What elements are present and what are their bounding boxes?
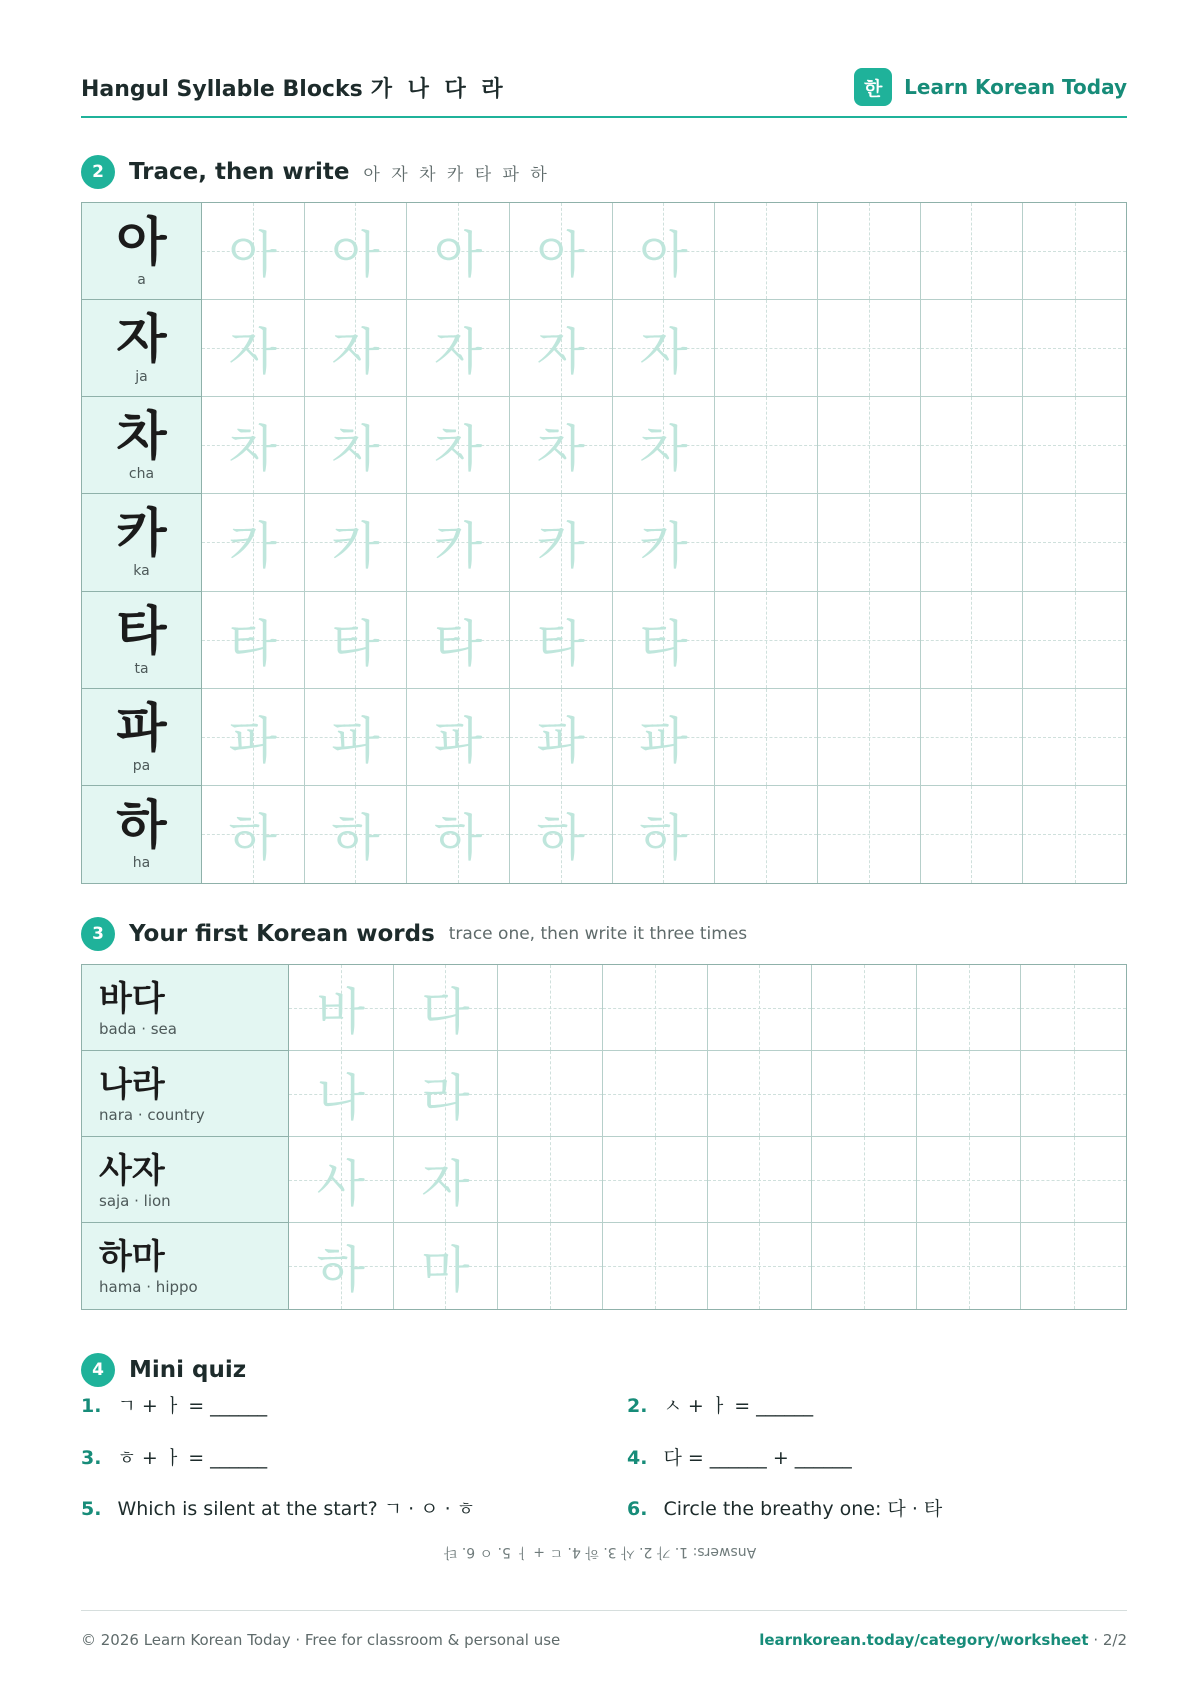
write-cell[interactable] — [715, 203, 818, 300]
trace-syllable: 카 — [434, 517, 483, 576]
section-3-heading — [81, 917, 747, 951]
page-header — [81, 64, 1127, 118]
write-cell[interactable] — [1021, 1137, 1126, 1223]
trace-cell — [305, 203, 408, 300]
trace-cell — [407, 300, 510, 397]
trace-syllable: 마 — [421, 1241, 470, 1299]
trace-cell — [613, 786, 716, 883]
trace-cell — [510, 203, 613, 300]
trace-cell — [202, 786, 305, 883]
write-cell[interactable] — [818, 300, 921, 397]
trace-syllable: 파 — [228, 711, 277, 770]
write-cell[interactable] — [1023, 689, 1126, 786]
section-number-badge: 2 — [81, 155, 115, 189]
trace-syllable: 하 — [316, 1241, 365, 1299]
model-syllable: 자 — [116, 310, 167, 371]
word-gloss: saja · lion — [99, 1191, 171, 1210]
quiz-item — [627, 1443, 852, 1470]
write-cell[interactable] — [1023, 397, 1126, 494]
answer-key-upside-down: Answers: 1. 가 2. 사 3. 하 4. ㄷ + ㅏ 5. ㅇ 6. 타 — [443, 1544, 757, 1560]
model-syllable: 파 — [116, 698, 167, 759]
trace-syllable: 파 — [639, 711, 688, 770]
trace-cell — [613, 689, 716, 786]
trace-cell — [510, 786, 613, 883]
syllable-label-cell — [82, 300, 202, 397]
trace-syllable: 하 — [536, 809, 585, 868]
quiz-number: 2. — [627, 1395, 648, 1417]
write-cell[interactable] — [1023, 300, 1126, 397]
trace-cell — [510, 494, 613, 591]
trace-cell — [613, 203, 716, 300]
trace-cell — [202, 203, 305, 300]
write-cell[interactable] — [921, 494, 1024, 591]
trace-syllable: 카 — [331, 517, 380, 576]
write-cell[interactable] — [498, 965, 603, 1051]
romanization: cha — [128, 466, 155, 483]
trace-cell — [510, 300, 613, 397]
romanization: a — [137, 272, 146, 289]
trace-syllable: 하 — [434, 809, 483, 868]
trace-syllable: 아 — [228, 226, 277, 285]
write-cell[interactable] — [818, 397, 921, 494]
quiz-text: Which is silent at the start? ㄱ · ㅇ · ㅎ — [117, 1498, 476, 1520]
trace-cell — [202, 300, 305, 397]
trace-syllable: 하 — [228, 809, 277, 868]
section-title: Trace, then write — [129, 159, 350, 185]
quiz-text: 다 = ______ + ______ — [663, 1447, 852, 1469]
trace-cell — [202, 592, 305, 689]
write-cell[interactable] — [715, 592, 818, 689]
trace-cell — [613, 494, 716, 591]
trace-cell — [407, 786, 510, 883]
trace-cell — [394, 1137, 499, 1223]
romanization: ta — [134, 660, 149, 677]
write-cell[interactable] — [917, 1051, 1022, 1137]
section-4-heading — [81, 1353, 246, 1387]
quiz-number: 6. — [627, 1498, 648, 1520]
romanization: pa — [132, 757, 151, 774]
write-cell[interactable] — [818, 592, 921, 689]
romanization: ka — [133, 563, 150, 580]
trace-syllable: 카 — [536, 517, 585, 576]
words-grid — [81, 964, 1127, 1310]
trace-cell — [394, 1051, 499, 1137]
trace-cell — [289, 965, 394, 1051]
brand-logo-icon: 한 — [854, 68, 892, 106]
syllable-label-cell — [82, 592, 202, 689]
write-cell[interactable] — [715, 300, 818, 397]
trace-cell — [305, 397, 408, 494]
korean-word: 바다 — [99, 978, 165, 1019]
quiz-number: 3. — [81, 1447, 102, 1469]
trace-syllable: 하 — [331, 809, 380, 868]
quiz-text: Circle the breathy one: 다 · 타 — [663, 1498, 943, 1520]
brand-name: Learn Korean Today — [904, 75, 1127, 99]
trace-cell — [407, 203, 510, 300]
trace-cell — [394, 1223, 499, 1309]
syllable-label-cell — [82, 494, 202, 591]
quiz-number: 5. — [81, 1498, 102, 1520]
model-syllable: 타 — [116, 601, 167, 662]
word-gloss: bada · sea — [99, 1019, 177, 1038]
section-subtitle: trace one, then write it three times — [448, 924, 748, 944]
word-label-cell — [82, 965, 289, 1051]
quiz-text: ㅅ + ㅏ = ______ — [663, 1395, 814, 1417]
word-label-cell — [82, 1223, 289, 1309]
quiz-item — [627, 1391, 813, 1418]
write-cell[interactable] — [921, 592, 1024, 689]
write-cell[interactable] — [917, 965, 1022, 1051]
write-cell[interactable] — [921, 689, 1024, 786]
write-cell[interactable] — [1023, 786, 1126, 883]
write-cell[interactable] — [498, 1137, 603, 1223]
write-cell[interactable] — [715, 494, 818, 591]
write-cell[interactable] — [1023, 592, 1126, 689]
trace-cell — [289, 1223, 394, 1309]
write-cell[interactable] — [715, 397, 818, 494]
syllable-label-cell — [82, 786, 202, 883]
footer-right — [759, 1631, 1127, 1649]
quiz-item — [81, 1391, 267, 1418]
write-cell[interactable] — [812, 1051, 917, 1137]
write-cell[interactable] — [1021, 1223, 1126, 1309]
trace-cell — [407, 689, 510, 786]
footer-url[interactable]: learnkorean.today/category/worksheet — [759, 1631, 1089, 1649]
trace-syllable: 아 — [639, 226, 688, 285]
quiz-item — [627, 1494, 942, 1521]
write-cell[interactable] — [498, 1051, 603, 1137]
quiz-number: 1. — [81, 1395, 102, 1417]
brand — [854, 68, 1127, 106]
write-cell[interactable] — [603, 1137, 708, 1223]
syllable-label-cell — [82, 397, 202, 494]
write-cell[interactable] — [708, 1137, 813, 1223]
trace-syllable: 차 — [228, 420, 277, 479]
trace-syllable: 차 — [536, 420, 585, 479]
quiz-text: ㅎ + ㅏ = ______ — [117, 1447, 268, 1469]
trace-syllable: 타 — [536, 614, 585, 673]
trace-cell — [407, 397, 510, 494]
trace-syllable: 자 — [639, 323, 688, 382]
trace-syllable: 타 — [639, 614, 688, 673]
quiz-item — [81, 1494, 475, 1521]
model-syllable: 차 — [116, 407, 167, 468]
word-gloss: hama · hippo — [99, 1278, 198, 1296]
write-cell[interactable] — [1023, 494, 1126, 591]
section-number-badge: 4 — [81, 1353, 115, 1387]
trace-syllable: 타 — [331, 614, 380, 673]
trace-syllable: 다 — [421, 982, 470, 1041]
word-label-cell — [82, 1051, 289, 1137]
trace-cell — [305, 300, 408, 397]
page-footer — [81, 1610, 1127, 1649]
title-korean: 가 나 다 라 — [370, 77, 507, 102]
trace-syllable: 사 — [316, 1154, 365, 1213]
write-cell[interactable] — [498, 1223, 603, 1309]
trace-syllable: 차 — [331, 420, 380, 479]
trace-cell — [202, 494, 305, 591]
write-cell[interactable] — [1021, 1051, 1126, 1137]
trace-cell — [289, 1051, 394, 1137]
korean-word: 사자 — [99, 1150, 165, 1191]
trace-cell — [305, 786, 408, 883]
document-title — [81, 72, 507, 103]
quiz-item — [81, 1443, 267, 1470]
trace-syllable: 아 — [434, 226, 483, 285]
word-gloss: nara · country — [99, 1105, 205, 1124]
korean-word: 나라 — [99, 1064, 165, 1105]
trace-cell — [510, 689, 613, 786]
trace-syllable: 라 — [421, 1068, 470, 1127]
trace-cell — [510, 397, 613, 494]
model-syllable: 카 — [116, 504, 167, 565]
trace-syllable: 자 — [434, 323, 483, 382]
trace-syllable: 카 — [639, 517, 688, 576]
romanization: ha — [132, 855, 151, 872]
trace-syllable: 파 — [434, 711, 483, 770]
write-cell[interactable] — [818, 689, 921, 786]
page-number: · 2/2 — [1093, 1631, 1127, 1649]
quiz-number: 4. — [627, 1447, 648, 1469]
trace-syllable: 차 — [639, 420, 688, 479]
write-cell[interactable] — [715, 689, 818, 786]
trace-syllable: 자 — [421, 1154, 470, 1213]
trace-syllable: 자 — [331, 323, 380, 382]
trace-syllable: 차 — [434, 420, 483, 479]
section-title: Your first Korean words — [129, 921, 435, 947]
trace-cell — [613, 592, 716, 689]
trace-syllable: 바 — [316, 982, 365, 1041]
trace-syllable: 파 — [331, 711, 380, 770]
trace-syllable: 카 — [228, 517, 277, 576]
write-cell[interactable] — [812, 1223, 917, 1309]
syllable-label-cell — [82, 689, 202, 786]
trace-cell — [305, 689, 408, 786]
write-cell[interactable] — [818, 494, 921, 591]
write-cell[interactable] — [603, 1051, 708, 1137]
model-syllable: 아 — [116, 213, 167, 274]
title-text: Hangul Syllable Blocks — [81, 77, 363, 102]
section-title: Mini quiz — [129, 1357, 247, 1383]
trace-cell — [394, 965, 499, 1051]
model-syllable: 하 — [116, 796, 167, 857]
trace-cell — [510, 592, 613, 689]
word-label-cell — [82, 1137, 289, 1223]
footer-copyright: © 2026 Learn Korean Today · Free for classroom & personal use — [81, 1631, 561, 1649]
write-cell[interactable] — [812, 965, 917, 1051]
syllable-label-cell — [82, 203, 202, 300]
write-cell[interactable] — [1021, 965, 1126, 1051]
write-cell[interactable] — [917, 1223, 1022, 1309]
write-cell[interactable] — [603, 965, 708, 1051]
write-cell[interactable] — [921, 397, 1024, 494]
trace-syllable: 타 — [228, 614, 277, 673]
write-cell[interactable] — [603, 1223, 708, 1309]
quiz-text: ㄱ + ㅏ = ______ — [117, 1395, 268, 1417]
write-cell[interactable] — [1023, 203, 1126, 300]
trace-syllable: 하 — [639, 809, 688, 868]
write-cell[interactable] — [917, 1137, 1022, 1223]
write-cell[interactable] — [715, 786, 818, 883]
trace-cell — [305, 592, 408, 689]
trace-cell — [613, 397, 716, 494]
write-cell[interactable] — [708, 965, 813, 1051]
trace-cell — [289, 1137, 394, 1223]
section-number-badge: 3 — [81, 917, 115, 951]
trace-syllable: 타 — [434, 614, 483, 673]
write-cell[interactable] — [812, 1137, 917, 1223]
romanization: ja — [135, 369, 148, 386]
section-2-heading — [81, 155, 550, 189]
trace-cell — [407, 494, 510, 591]
section-subtitle: 아 자 차 카 타 파 하 — [363, 164, 550, 185]
write-cell[interactable] — [818, 786, 921, 883]
trace-cell — [202, 397, 305, 494]
trace-cell — [407, 592, 510, 689]
trace-cell — [613, 300, 716, 397]
trace-syllable: 아 — [536, 226, 585, 285]
write-cell[interactable] — [921, 203, 1024, 300]
trace-grid — [81, 202, 1127, 884]
trace-cell — [202, 689, 305, 786]
write-cell[interactable] — [818, 203, 921, 300]
trace-syllable: 아 — [331, 226, 380, 285]
trace-cell — [305, 494, 408, 591]
write-cell[interactable] — [921, 300, 1024, 397]
trace-syllable: 자 — [228, 323, 277, 382]
write-cell[interactable] — [708, 1051, 813, 1137]
write-cell[interactable] — [921, 786, 1024, 883]
write-cell[interactable] — [708, 1223, 813, 1309]
trace-syllable: 파 — [536, 711, 585, 770]
trace-syllable: 자 — [536, 323, 585, 382]
trace-syllable: 나 — [316, 1068, 365, 1127]
korean-word: 하마 — [99, 1237, 165, 1277]
